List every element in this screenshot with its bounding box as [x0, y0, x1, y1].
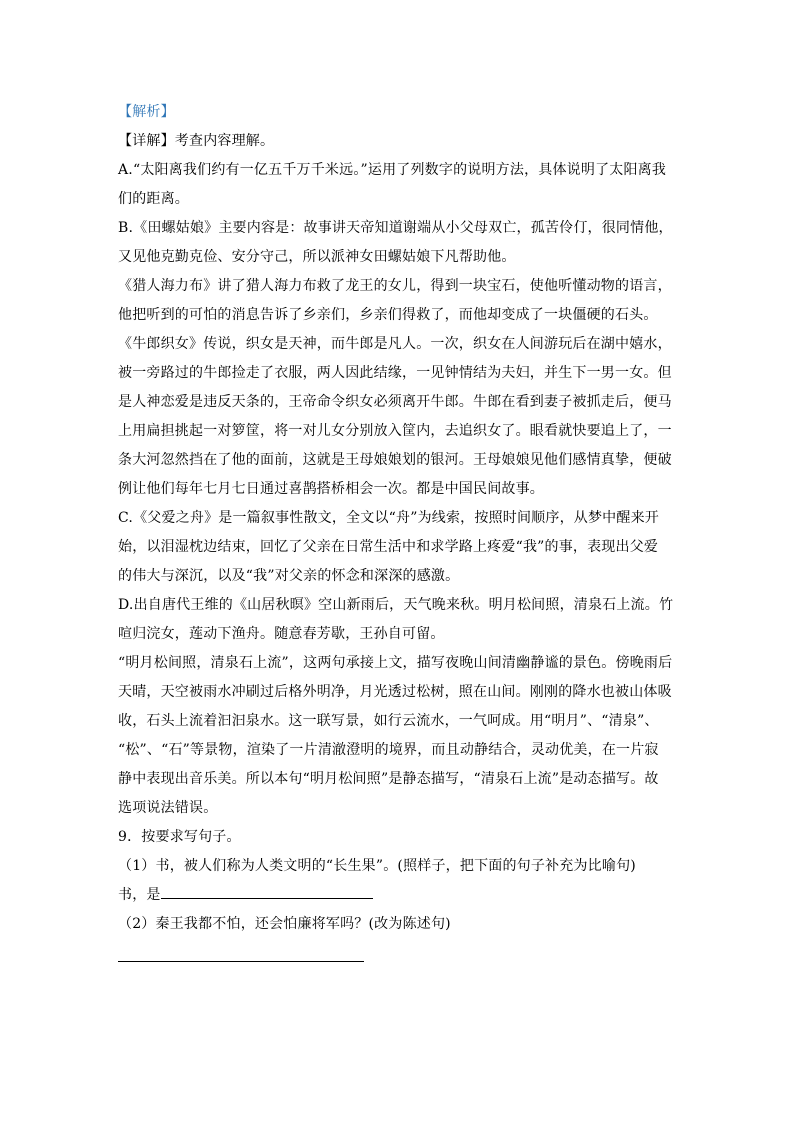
- question-9-part-1: （1）书，被人们称为人类文明的“长生果”。(照样子，把下面的句子补充为比喻句): [118, 858, 636, 874]
- answer-blank-2[interactable]: [118, 945, 364, 962]
- niulang-story-line-4: 上用扁担挑起一对箩筐，将一对儿女分别放入筐内，去追织女了。眼看就快要追上了，一: [118, 423, 672, 439]
- question-9-title: 9．按要求写句子。: [118, 829, 241, 845]
- hunter-story-line-2: 他把听到的可怕的消息告诉了乡亲们，乡亲们得救了，而他却变成了一块僵硬的石头。: [118, 307, 658, 323]
- question-9-part-1-answer-line: [118, 881, 678, 910]
- poem-analysis-line-5: 静中表现出音乐美。所以本句“明月松间照”是静态描写，“清泉石上流”是动态描写。故: [118, 771, 659, 787]
- hunter-story-line-1: 《猎人海力布》讲了猎人海力布救了龙王的女儿，得到一块宝石，使他听懂动物的语言，: [118, 278, 672, 294]
- option-b-line-1: B.《田螺姑娘》主要内容是：故事讲天帝知道谢端从小父母双亡，孤苦伶仃，很同情他，: [118, 220, 673, 236]
- niulang-story-line-6: 例让他们每年七月七日通过喜鹊搭桥相会一次。都是中国民间故事。: [118, 481, 544, 497]
- option-c-line-3: 的伟大与深沉，以及“我”对父亲的怀念和深深的感激。: [118, 568, 460, 584]
- poem-analysis-line-4: “松”、“石”等景物，渲染了一片清澈澄明的境界，而且动静结合，灵动优美，在一片寂: [118, 742, 659, 758]
- niulang-story-line-1: 《牛郎织女》传说，织女是天神，而牛郎是凡人。一次，织女在人间游玩后在湖中嬉水，: [118, 336, 672, 352]
- option-c-line-2: 始，以泪湿枕边结束，回忆了父亲在日常生活中和求学路上疼爱“我”的事，表现出父爱: [118, 539, 659, 555]
- niulang-story-line-2: 被一旁路过的牛郎捡走了衣服，两人因此结缘，一见钟情结为夫妇，并生下一男一女。但: [118, 365, 672, 381]
- document-page: [118, 98, 678, 962]
- niulang-story-line-3: 是人神恋爱是违反天条的，王帝命令织女必须离开牛郎。牛郎在看到妻子被抓走后，便马: [118, 394, 672, 410]
- poem-analysis-line-6: 选项说法错误。: [118, 800, 218, 816]
- option-d-line-2: 喧归浣女，莲动下渔舟。随意春芳歇，王孙自可留。: [118, 626, 445, 642]
- option-c-line-1: C.《父爱之舟》是一篇叙事性散文，全文以“舟”为线索，按照时间顺序，从梦中醒来开: [118, 510, 659, 526]
- analysis-label: 【解析】: [118, 104, 175, 120]
- option-a-line-2: 们的距离。: [118, 191, 189, 207]
- question-9-part-2: （2）秦王我都不怕，还会怕廉将军吗？(改为陈述句): [118, 916, 451, 932]
- option-a-line-1: A.“太阳离我们约有一亿五千万千米远。”运用了列数字的说明方法，具体说明了太阳离我: [118, 162, 667, 178]
- poem-analysis-line-2: 天晴，天空被雨水冲刷过后格外明净，月光透过松树，照在山间。刚刚的降水也被山体吸: [118, 684, 672, 700]
- poem-analysis-line-3: 收，石头上流着汩汩泉水。这一联写景，如行云流水，一气呵成。用“明月”、“清泉”、: [118, 713, 659, 729]
- niulang-story-line-5: 条大河忽然挡在了他的面前，这就是王母娘娘划的银河。王母娘娘见他们感情真挚，便破: [118, 452, 672, 468]
- option-b-line-2: 又见他克勤克俭、安分守己，所以派神女田螺姑娘下凡帮助他。: [118, 249, 516, 265]
- detail-heading: 【详解】考查内容理解。: [118, 133, 275, 149]
- answer-blank-1[interactable]: [161, 882, 373, 899]
- answer-prefix: 书，是: [118, 887, 161, 903]
- option-d-line-1: D.出自唐代王维的《山居秋暝》空山新雨后，天气晚来秋。明月松间照，清泉石上流。竹: [118, 597, 674, 613]
- poem-analysis-line-1: “明月松间照，清泉石上流”，这两句承接上文，描写夜晚山间清幽静谧的景色。傍晚雨后: [118, 655, 673, 671]
